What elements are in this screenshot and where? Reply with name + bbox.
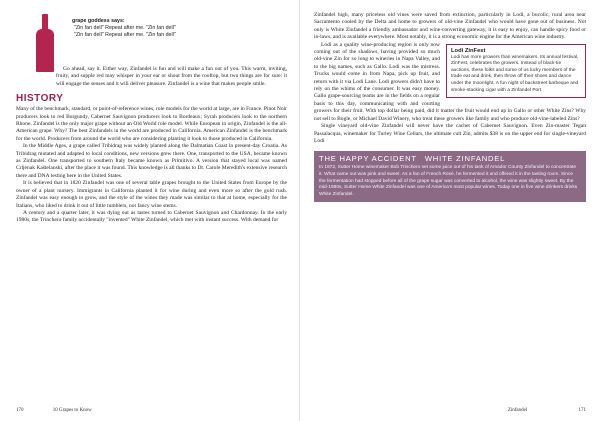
body-paragraph: Zinfandel high, many priceless old vines were saved from extinction, particularly in Lodi, a bucolic, rural area near Sacramento cooled by the Delta and home to growers of old-vine Zinfandel who would have gone out of business. Not only is White Zinfandel a friendly ambassador and wine-converting gateway, it is easy to enjoy, can handle spicy food or in-laws, and is available everywhere. Most notably, it is a strong economic engine for the American wine industry. [314, 12, 586, 41]
happy-accident-box [314, 151, 586, 202]
accident-title: THE HAPPY ACCIDENT [319, 154, 417, 164]
quote-heading: grape goddess says: [72, 18, 125, 24]
lodi-zinfest-sidebar [446, 44, 586, 99]
grape-goddess-block [16, 12, 287, 66]
quote-line: "Zin fan dell" Repeat after me. "Zin fan dell" [74, 25, 176, 31]
page-number: 170 [16, 408, 24, 413]
accident-subtitle: WHITE ZINFANDEL [424, 154, 506, 164]
left-footer [16, 408, 92, 413]
quote-line: "Zin fan dell" Repeat after me. "Zin fan dell" [74, 32, 176, 38]
history-heading: HISTORY [16, 93, 64, 105]
body-paragraph: It is believed that in 1820 Zinfandel was one of several table grapes brought to the United States from Europe by the owner of a plant nursery. Immigrants in California planted it for wine during and even more so after the gold rush. Zinfandel was easy enough to grow, and the style of the wines they made was similar to that at home, especially for the Italians, who liked to drink it out of little tumblers, not fancy wine stems. [16, 180, 287, 209]
sidebar-text: Lodi has more growers than winemakers. Its annual festival, ZinFest, celebrates the growers. Instead of black-tie auctions, these folks and some of us lucky members of the trade eat and drink, then throw off their shoes and dance under the moonlight. A fun night of backstreet barbeque and smoke-stacking cigar with a Zinfandel Port. [451, 54, 579, 93]
sidebar-title: Lodi ZinFest [451, 47, 486, 54]
page-number: 171 [578, 408, 586, 413]
body-paragraph: Many of the benchmark, standard, or point-of-reference wines, role models for the world at large, are in France. Pinot Noir producers look to red Burgundy, Cabernet Sauvignon producers look to Bordeaux; Syrah producers look to the northern Rhone. Zinfandel is the only major grape without an Old World role model. While European in origin, Zinfandel is the all-American grape. Why? The best Zinfandels in the world are produced in California. American Zinfandel is the benchmark for the world. Producers from around the world who are considering planting it look to those produced in California. [16, 106, 287, 142]
right-footer [508, 408, 586, 413]
running-title: Zinfandel [507, 408, 528, 413]
running-title: 10 Grapes to Know [52, 408, 92, 413]
intro-paragraph: Go ahead, say it. Either way, Zinfandel is fun and will make a fun out of you. This warm, inviting, fruity, and supple red may whisper in your ear or shout from the rooftop, but two things are for sure: it will engage the senses and it will deliver pleasure. Zinfandel is a wine that makes people smile. [56, 66, 287, 87]
intro-block [16, 66, 287, 88]
body-paragraph: In the Middle Ages, a grape called Tribidrag was widely planted along the Dalmatian Coast in present-day Croatia. As Tribidrag mutated and adapted to local conditions, new versions grew there. One, transported to the USA, became known as Zinfandel. One transported to southern Italy became known as Primitivo. A version that stayed local was named Crljenak Kaštelanski, after the place it was found. This knowledge is all thanks to Dr. Carole Meredith's extensive research there and DNA testing here in the United States. [16, 143, 287, 179]
body-paragraph: A century and a quarter later, it was dying out as tastes turned to Cabernet Sauvignon and Chardonnay. In the early 1980s, the Trinchero family accidentally "invented" White Zinfandel, which met with instant success. With demand for [16, 209, 287, 224]
accident-text: In 1972, Sutter Home winemaker Bob Trinchero set some juice out of his tank of Amador County Zinfandel to concentrate it. What came out was pink and sweet. As a fan of French Rosé, he fermented it and offered it in the tasting room. Since the fermentation had stopped before all of the grape sugar was converted to alcohol, the wine was slightly sweet. By the mid-1980s, Sutter Home White Zinfandel was one of America's most popular wines. Today one in five wine drinkers drinks White Zinfandel. [319, 165, 578, 197]
body-paragraph: Lodi as a quality wine-producing region is only now coming out of the shadows, having provided so much old-vine Zin for so long to wineries in Napa Valley, and to the big names, such as Gallo. Lodi was the mistress. Trucks would come in from Napa, pick up fruit, and return with it via Lodi Lane. Lodi growers didn't have to rely on the whims of the consumer. It was easy money. Gallo grape-sourcing teams are in the fields on a regular basis to this day, communicating with and courting growers for their fruit. With top dollar being paid, did it matter the fruit would end up in Gallo or other White Zins? Why not sell to Bogle, or Michael David Winery, who treat these growers like family and who produce old-vine-labeled Zins? [314, 41, 586, 122]
wine-bottle-icon [36, 14, 54, 72]
right-page [300, 0, 600, 421]
body-paragraph: Single vineyard old-vine Zinfandel will never have the cachet of Cabernet Sauvignon. Even Zin-master Tegan Passalacqua, winemaker for Turley Wine Cellars, the ultimate cult Zin, admits $38 is on the upper end for single-vineyard Lodi [314, 123, 586, 144]
grape-goddess-quote [72, 18, 176, 39]
accident-title-row [319, 154, 581, 163]
